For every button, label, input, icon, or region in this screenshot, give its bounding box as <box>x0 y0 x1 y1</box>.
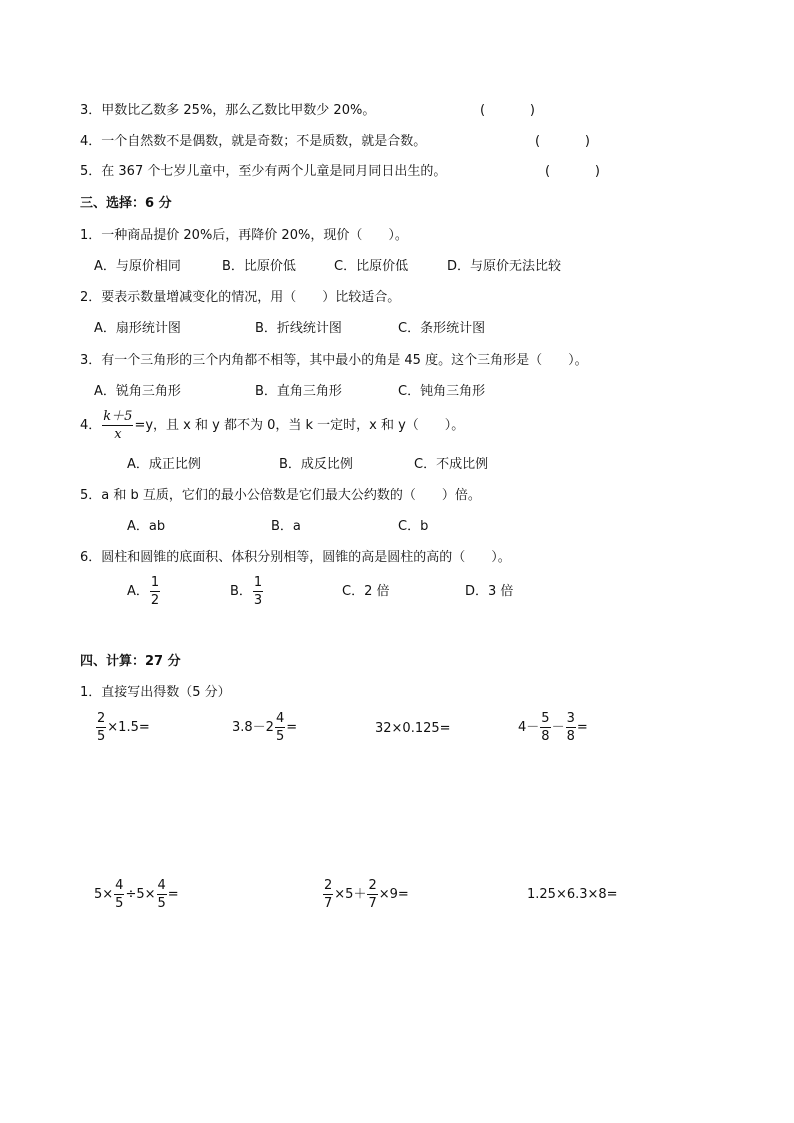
choice-option[interactable]: A．扇形统计图 <box>94 321 181 336</box>
choice-option[interactable]: C．钝角三角形 <box>398 384 486 399</box>
calc-expression-2: 3.8－2 $\frac{4}{5}$ = <box>232 711 298 744</box>
choice-option[interactable]: B．成反比例 <box>279 457 353 472</box>
choice-option[interactable]: B．直角三角形 <box>255 384 342 399</box>
calc-expression-5: 5× $\frac{4}{5}$ ÷5× $\frac{4}{5}$ = <box>94 878 179 911</box>
calc-expression-4: 4－ $\frac{5}{8}$ － $\frac{3}{8}$ = <box>518 711 588 744</box>
choice-question-1: 1．一种商品提价 20%后，再降价 20%，现价（ ）。 <box>80 228 408 243</box>
calc-expression-1: $\frac{2}{5}$ ×1.5= <box>97 711 150 744</box>
calc-expression-6: $\frac{2}{7}$ ×5＋ $\frac{2}{7}$ ×9= <box>324 878 409 911</box>
choice-question-3: 3．有一个三角形的三个内角都不相等，其中最小的角是 45 度。这个三角形是（ ）。 <box>80 353 588 368</box>
choice-option[interactable]: C．2 倍 <box>342 584 390 599</box>
choice-option[interactable]: D．与原价无法比较 <box>447 259 562 274</box>
choice-option[interactable]: B．a <box>271 519 301 534</box>
calc-expression-3: 32×0.125= <box>375 721 451 736</box>
choice-option[interactable]: D．3 倍 <box>465 584 514 599</box>
fraction-one-third: $\frac{1}{3}$ <box>253 575 263 608</box>
answer-parentheses[interactable]: ( ) <box>535 134 590 149</box>
judge-item-3: 3．甲数比乙数多 25%，那么乙数比甲数少 20%。 <box>80 103 376 118</box>
section-heading-choice: 三、选择：6 分 <box>80 196 172 211</box>
judge-item-4: 4．一个自然数不是偶数，就是奇数；不是质数，就是合数。 <box>80 134 427 149</box>
calc-expression-7: 1.25×6.3×8= <box>527 887 618 902</box>
choice-option[interactable]: A．成正比例 <box>127 457 201 472</box>
answer-parentheses[interactable]: ( ) <box>545 164 600 179</box>
answer-parentheses[interactable]: ( ) <box>480 103 535 118</box>
fraction-one-half: $\frac{1}{2}$ <box>150 575 160 608</box>
choice-option[interactable]: C．比原价低 <box>334 259 409 274</box>
choice-option[interactable]: A．与原价相同 <box>94 259 181 274</box>
choice-option[interactable]: C．不成比例 <box>414 457 489 472</box>
choice-option[interactable]: B． $\frac{1}{3}$ <box>230 575 263 608</box>
fraction-k-plus-5-over-x: $\frac{k+5}{x}$ <box>103 409 133 442</box>
choice-question-5: 5．a 和 b 互质，它们的最小公倍数是它们最大公约数的（ ）倍。 <box>80 488 481 503</box>
choice-option[interactable]: A． $\frac{1}{2}$ <box>127 575 160 608</box>
choice-option[interactable]: B．比原价低 <box>222 259 296 274</box>
choice-option[interactable]: B．折线统计图 <box>255 321 342 336</box>
choice-option[interactable]: A．锐角三角形 <box>94 384 181 399</box>
choice-option[interactable]: A．ab <box>127 519 166 534</box>
choice-question-2: 2．要表示数量增减变化的情况，用（ ）比较适合。 <box>80 290 401 305</box>
choice-question-4: 4． $\frac{k+5}{x}$ =y，且 x 和 y 都不为 0，当 k 一定时，x 和 y（ ）。 <box>80 409 465 442</box>
calc-subheading: 1．直接写出得数（5 分） <box>80 685 231 700</box>
section-heading-calc: 四、计算：27 分 <box>80 654 181 669</box>
choice-question-6: 6．圆柱和圆锥的底面积、体积分别相等，圆锥的高是圆柱的高的（ ）。 <box>80 550 511 565</box>
judge-item-5: 5．在 367 个七岁儿童中，至少有两个儿童是同月同日出生的。 <box>80 164 447 179</box>
choice-option[interactable]: C．b <box>398 519 429 534</box>
choice-option[interactable]: C．条形统计图 <box>398 321 486 336</box>
